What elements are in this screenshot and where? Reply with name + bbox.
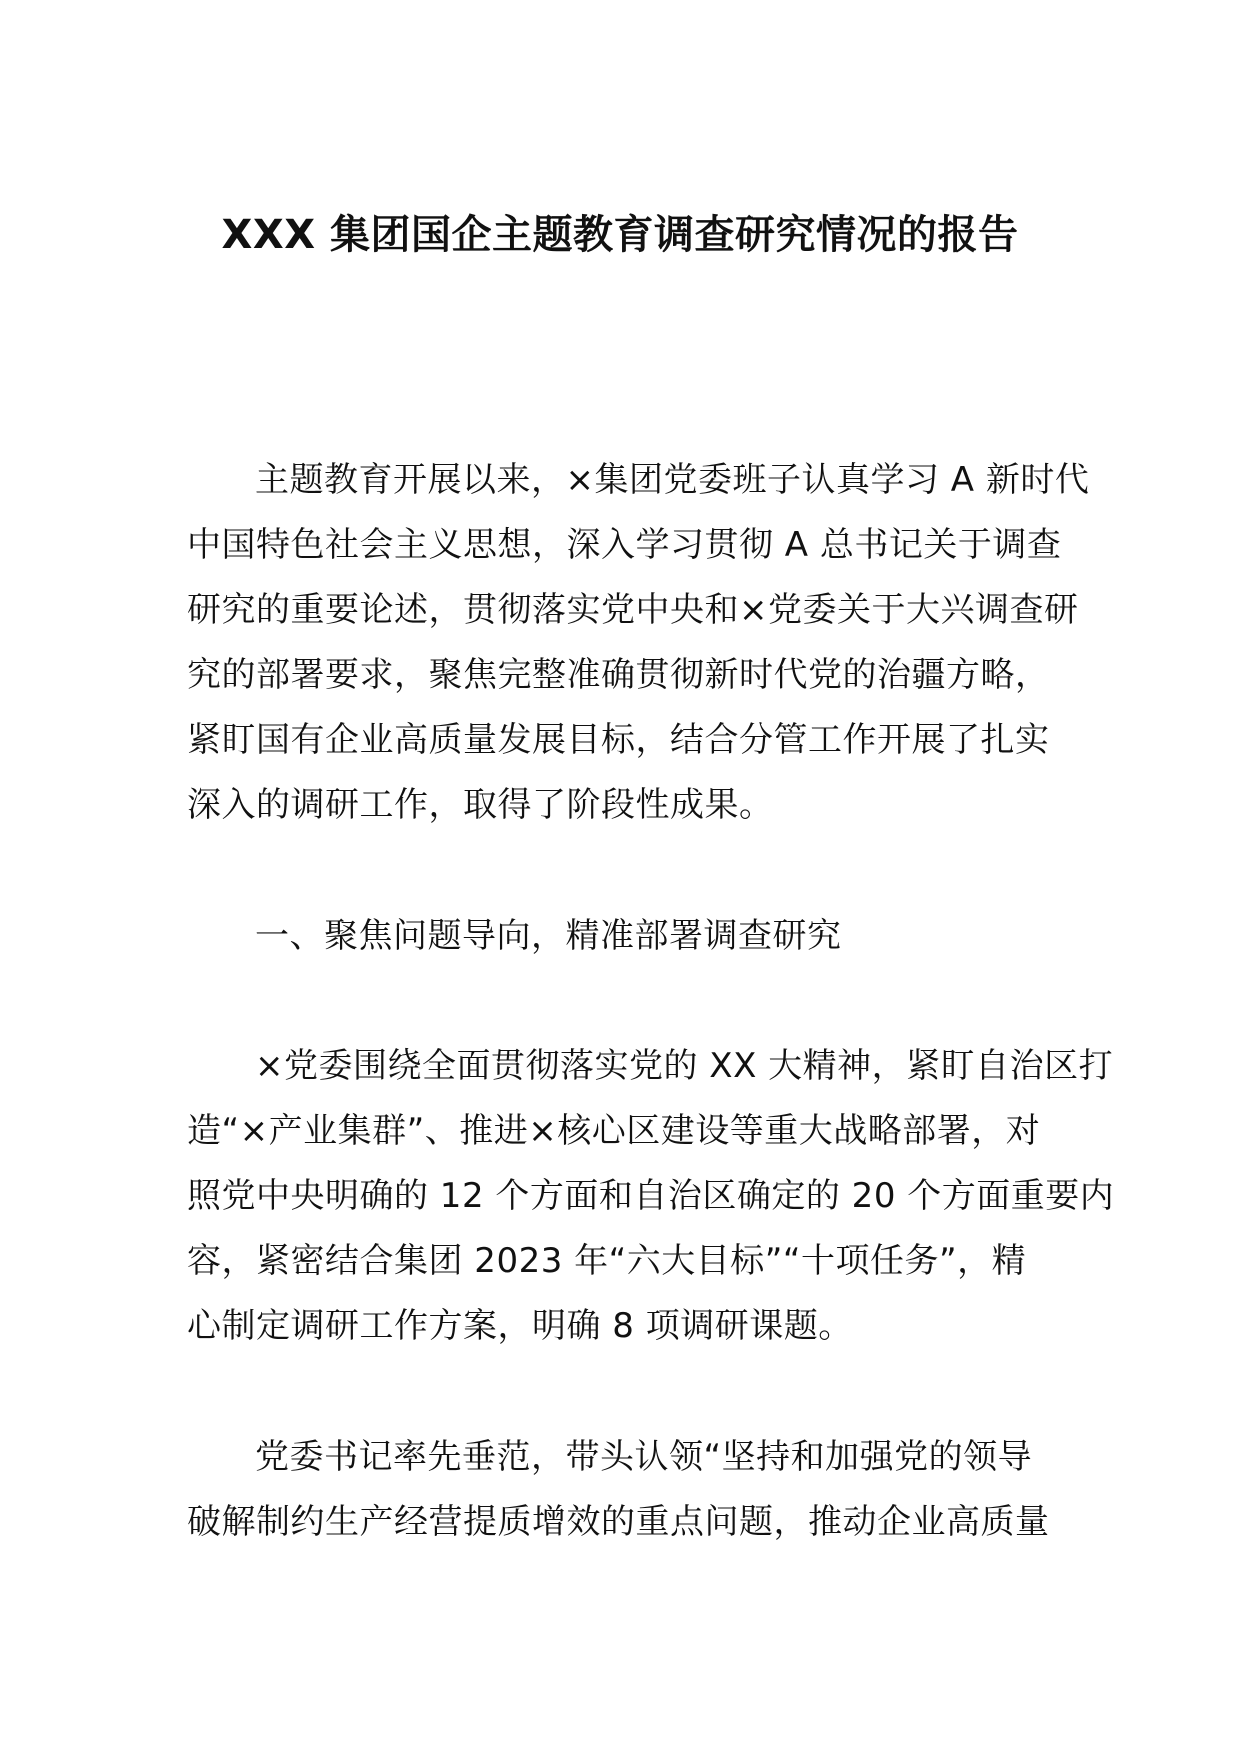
paragraph-intro <box>187 448 1090 838</box>
paragraph-line: 破解制约生产经营提质增效的重点问题，推动企业高质量 <box>187 1502 1050 1542</box>
document-title: XXX 集团国企主题教育调查研究情况的报告 <box>221 212 1019 258</box>
paragraph-line: 容，紧密结合集团 2023 年“六大目标”“十项任务”，精 <box>187 1241 1027 1281</box>
paragraph-line: ×党委围绕全面贯彻落实党的 XX 大精神，紧盯自治区打 <box>255 1046 1114 1086</box>
paragraph-line: 研究的重要论述，贯彻落实党中央和×党委关于大兴调查研 <box>187 590 1079 630</box>
paragraph-line: 造“×产业集群”、推进×核心区建设等重大战略部署，对 <box>187 1111 1041 1151</box>
paragraph-line: 中国特色社会主义思想，深入学习贯彻 A 总书记关于调查 <box>187 525 1062 565</box>
paragraph-line: 究的部署要求，聚焦完整准确贯彻新时代党的治疆方略， <box>187 655 1050 695</box>
paragraph-line: 照党中央明确的 12 个方面和自治区确定的 20 个方面重要内 <box>187 1176 1115 1216</box>
section-heading-text: 一、聚焦问题导向，精准部署调查研究 <box>255 916 842 956</box>
paragraph-line: 心制定调研工作方案，明确 8 项调研课题。 <box>187 1306 853 1346</box>
paragraph-section-2 <box>187 1425 1057 1555</box>
paragraph-line: 党委书记率先垂范，带头认领“坚持和加强党的领导 <box>255 1437 1033 1477</box>
paragraph-line: 主题教育开展以来，×集团党委班子认真学习 A 新时代 <box>255 460 1090 500</box>
paragraph-line: 深入的调研工作，取得了阶段性成果。 <box>187 785 774 825</box>
paragraph-section-1 <box>187 1034 1115 1359</box>
section-heading <box>187 904 1057 969</box>
paragraph-line: 紧盯国有企业高质量发展目标，结合分管工作开展了扎实 <box>187 720 1050 760</box>
